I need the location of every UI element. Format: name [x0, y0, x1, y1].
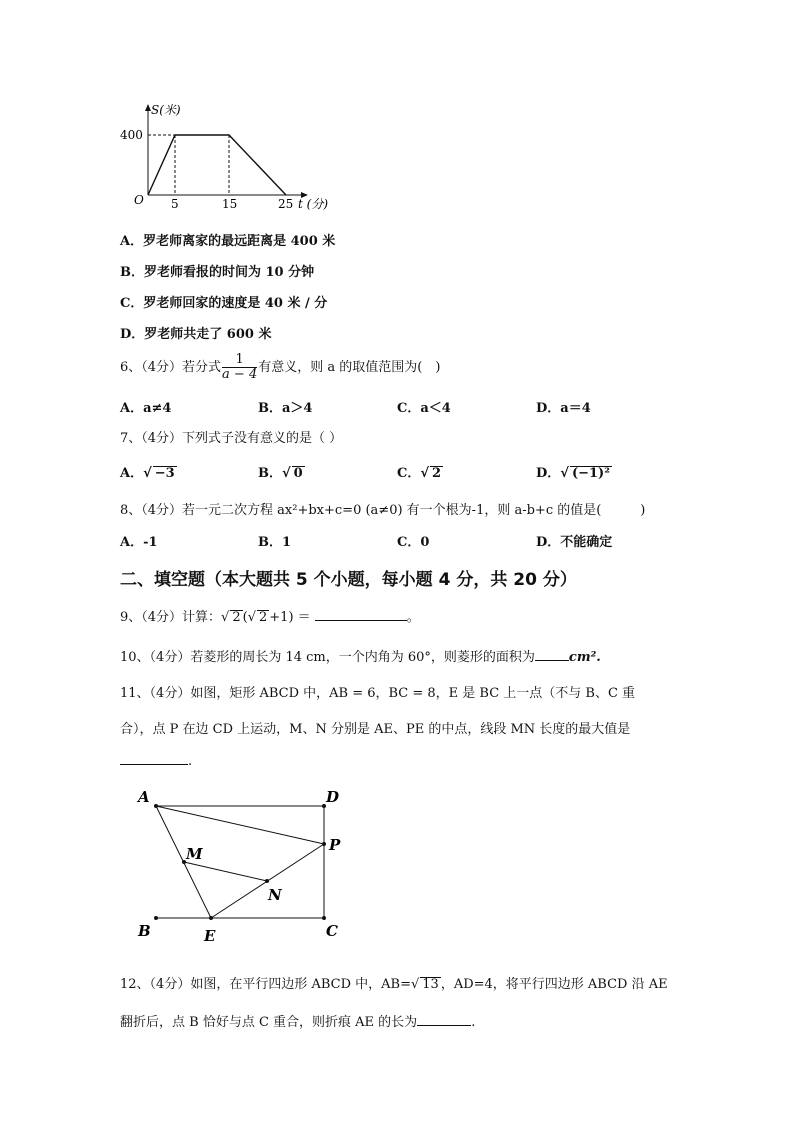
q7-option-d-label: D．	[536, 466, 561, 481]
q8-option-a: A．-1	[120, 535, 158, 550]
radical-sign-icon: √	[420, 466, 430, 481]
q12-line1-suffix: ，AD=4，将平行四边形 ABCD 沿 AE	[440, 977, 668, 992]
segment-ap	[156, 806, 324, 844]
q12-line2-text: 翻折后，点 B 恰好与点 C 重合，则折痕 AE 的长为	[120, 1015, 418, 1030]
radical-sign-icon: √	[247, 610, 256, 625]
q6-prefix: 6、（4分）若分式	[120, 360, 222, 375]
x-axis-label: t (分)	[298, 197, 329, 211]
q11-line1: 11、（4分）如图，矩形 ABCD 中，AB = 6，BC = 8，E 是 BC 上一点（不与 B、C 重	[120, 686, 636, 701]
q6-option-a: A．a≠4	[120, 401, 172, 416]
q8-option-b: B．1	[258, 535, 292, 550]
radical-sign-icon: √	[560, 466, 569, 481]
q11-line3	[120, 752, 192, 769]
q7-option-b-label: B．	[258, 466, 282, 481]
q9-prefix: 9、（4分）计算：	[120, 610, 222, 625]
label-d: D	[326, 788, 340, 806]
point-p	[322, 842, 326, 846]
q7-option-d-radicand: (−1)²	[571, 466, 610, 481]
point-n	[265, 879, 269, 883]
q9-radicand-2: 2	[259, 610, 268, 625]
q7-option-b	[258, 462, 305, 481]
label-c: C	[326, 922, 338, 940]
q7-option-c-radicand: 2	[432, 466, 442, 481]
q12-line1-prefix: 12、（4分）如图，在平行四边形 ABCD 中，AB=	[120, 977, 411, 992]
y-tick-400: 400	[120, 128, 143, 142]
radical-sign-icon: √	[143, 466, 152, 481]
point-c	[322, 916, 326, 920]
q11-answer-blank[interactable]	[120, 752, 188, 765]
q12-answer-blank[interactable]	[417, 1013, 471, 1026]
q5-option-c: C．罗老师回家的速度是 40 米 / 分	[120, 296, 328, 311]
rectangle-figure	[130, 780, 360, 950]
label-a: A	[138, 788, 150, 806]
q7-option-a-label: A．	[120, 466, 144, 481]
q7-option-a-radicand: −3	[154, 466, 175, 481]
label-e: E	[204, 927, 216, 945]
q11-end: .	[188, 754, 193, 769]
radical-sign-icon: √	[221, 610, 230, 625]
q10-answer-blank[interactable]	[535, 648, 569, 661]
q9-radicand-1: 2	[232, 610, 241, 625]
q6-stem	[120, 353, 440, 382]
q5-option-a: A．罗老师离家的最远距离是 400 米	[120, 234, 336, 249]
q10-text: 10、（4分）若菱形的周长为 14 cm，一个内角为 60°，则菱形的面积为	[120, 650, 535, 665]
q6-fraction-denominator: a − 4	[222, 367, 258, 382]
q7-option-c-label: C．	[397, 466, 421, 481]
radical-sign-icon: √	[282, 466, 291, 481]
y-axis-label: S(米)	[151, 103, 181, 117]
label-p: P	[329, 836, 341, 854]
x-tick-25: 25	[278, 197, 294, 211]
q6-option-c: C．a＜4	[397, 401, 451, 416]
q9-paren-open: (	[242, 610, 248, 625]
q6-fraction-numerator: 1	[222, 353, 257, 368]
q8-option-d: D．不能确定	[536, 535, 613, 550]
label-b: B	[138, 922, 151, 940]
q6-option-d: D．a＝4	[536, 401, 591, 416]
distance-time-graph	[120, 100, 338, 215]
label-m: M	[186, 845, 203, 863]
q8-option-c: C．0	[397, 535, 430, 550]
graph-line	[148, 135, 286, 195]
segment-mn	[184, 862, 267, 881]
origin-label: O	[134, 193, 144, 207]
x-tick-15: 15	[222, 197, 238, 211]
q10-stem	[120, 646, 601, 665]
point-e	[209, 916, 213, 920]
q5-option-b: B．罗老师看报的时间为 10 分钟	[120, 265, 315, 280]
section2-title: 二、填空题（本大题共 5 个小题，每小题 4 分，共 20 分）	[120, 570, 577, 590]
q11-line2: 合），点 P 在边 CD 上运动，M、N 分别是 AE、PE 的中点，线段 MN 长度的最大值是	[120, 722, 631, 737]
q12-end: .	[471, 1015, 476, 1030]
q10-unit: cm².	[568, 650, 601, 665]
q7-stem: 7、（4分）下列式子没有意义的是（ ）	[120, 431, 343, 446]
q12-radicand: 13	[422, 977, 439, 992]
q9-stem	[120, 606, 420, 625]
q12-line2	[120, 1011, 475, 1030]
q6-suffix: 有意义，则 a 的取值范围为( )	[258, 360, 441, 375]
point-a	[154, 804, 158, 808]
label-n: N	[268, 886, 282, 904]
section2-heading	[120, 565, 577, 590]
q6-option-b: B．a＞4	[258, 401, 313, 416]
q6-fraction	[222, 353, 257, 382]
q5-option-d: D．罗老师共走了 600 米	[120, 327, 272, 342]
q7-option-d	[536, 462, 612, 481]
q7-option-b-radicand: 0	[293, 466, 303, 481]
q9-end: 。	[406, 610, 420, 625]
radical-sign-icon: √	[410, 977, 420, 992]
q8-stem: 8、（4分）若一元二次方程 ax²+bx+c=0 (a≠0) 有一个根为-1，则 a-b+c 的值是( )	[120, 503, 646, 518]
point-b	[154, 916, 158, 920]
q12-line1	[120, 973, 668, 992]
q9-answer-blank[interactable]	[315, 608, 407, 621]
q9-expr-close: +1) ＝	[269, 610, 311, 625]
q7-option-c	[397, 462, 443, 481]
q7-option-a	[120, 462, 177, 481]
x-tick-5: 5	[171, 197, 179, 211]
